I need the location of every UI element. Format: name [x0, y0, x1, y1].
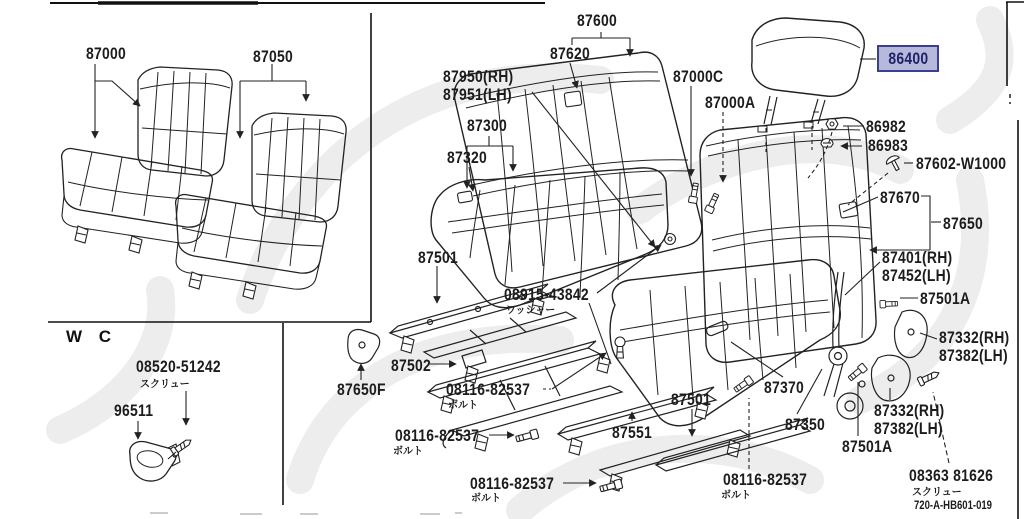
part-label-87332-rh-lower: 87332(RH): [874, 401, 945, 420]
part-label-08116-4-jp: ボルト: [721, 489, 751, 501]
bolt-icon: [704, 192, 720, 213]
part-label-87350: 87350: [785, 415, 826, 434]
part-label-87000C: 87000C: [673, 67, 724, 86]
part-label-08116-82537-1: 08116-82537: [446, 380, 531, 399]
part-label-87551: 87551: [612, 423, 653, 442]
part-label-87370: 87370: [764, 378, 805, 397]
part-label-87950-rh: 87950(RH): [443, 67, 514, 86]
part-label-87502: 87502: [391, 356, 432, 375]
part-label-86400-highlighted[interactable]: [877, 45, 939, 72]
part-label-87501-left: 87501: [418, 248, 459, 267]
bolt-icon: [847, 363, 867, 382]
part-label-86400-text: 86400: [887, 49, 929, 68]
part-label-08520-51242: 08520-51242: [136, 357, 221, 376]
part-label-87650: 87650: [943, 214, 984, 233]
bolt-icon: [515, 429, 539, 444]
part-label-87452-lh: 87452(LH): [882, 266, 951, 285]
headrest-86400-drawing: [752, 18, 865, 125]
part-label-08520-jp: スクリュー: [140, 378, 190, 390]
part-label-87501-right: 87501: [671, 390, 712, 409]
part-label-87000A: 87000A: [705, 93, 756, 112]
part-label-96511: 96511: [114, 401, 154, 420]
part-label-08116-82537-2: 08116-82537: [395, 426, 480, 445]
part-label-87382-lh-lower: 87382(LH): [874, 419, 943, 438]
section-label-wc: W C: [66, 327, 118, 346]
grommet-icon: [665, 234, 676, 245]
bracket-87650F-drawing: [348, 329, 380, 363]
bolt-icon: [880, 300, 898, 308]
part-label-87382-lh-upper: 87382(LH): [939, 346, 1008, 365]
part-label-08116-82537-4: 08116-82537: [723, 470, 808, 489]
part-label-08915-jp: ワッシャー: [506, 304, 556, 316]
part-label-08116-82537-3: 08116-82537: [470, 474, 555, 493]
part-label-86983: 86983: [868, 136, 909, 155]
clip-icon: [821, 139, 833, 148]
part-label-08363-jp: スクリュー: [912, 486, 962, 498]
cushion-87350-drawing: [610, 260, 840, 426]
part-label-87000: 87000: [86, 44, 127, 63]
part-label-08116-3-jp: ボルト: [471, 492, 501, 504]
part-label-08363-81626: 08363 81626: [909, 466, 994, 485]
part-label-87501A-lower: 87501A: [842, 437, 893, 456]
seat-87000-drawing: [62, 67, 233, 253]
part-label-86982: 86982: [866, 117, 907, 136]
part-label-08116-2-jp: ボルト: [393, 445, 423, 457]
part-label-87600: 87600: [577, 11, 618, 30]
part-label-87300: 87300: [467, 116, 508, 135]
part-label-87050: 87050: [253, 47, 294, 66]
diagram-footer-code: 720-A-HB601-019: [914, 500, 992, 512]
part-label-87320: 87320: [447, 148, 488, 167]
part-label-87501A-upper: 87501A: [920, 289, 971, 308]
part-label-87650F: 87650F: [337, 380, 386, 399]
part-label-08915-43842: 08915-43842: [504, 285, 589, 304]
part-label-87602-W1000: 87602-W1000: [916, 154, 1007, 173]
ball-stud-icon: [615, 337, 625, 358]
part-label-87951-lh: 87951(LH): [443, 85, 512, 104]
part-label-87401-rh: 87401(RH): [882, 248, 953, 267]
nut-icon: [826, 119, 838, 129]
part-label-87670: 87670: [880, 188, 921, 207]
part-label-08116-1-jp: ボルト: [448, 399, 478, 411]
part-label-87620: 87620: [550, 44, 591, 63]
part-label-87332-rh-upper: 87332(RH): [939, 328, 1010, 347]
